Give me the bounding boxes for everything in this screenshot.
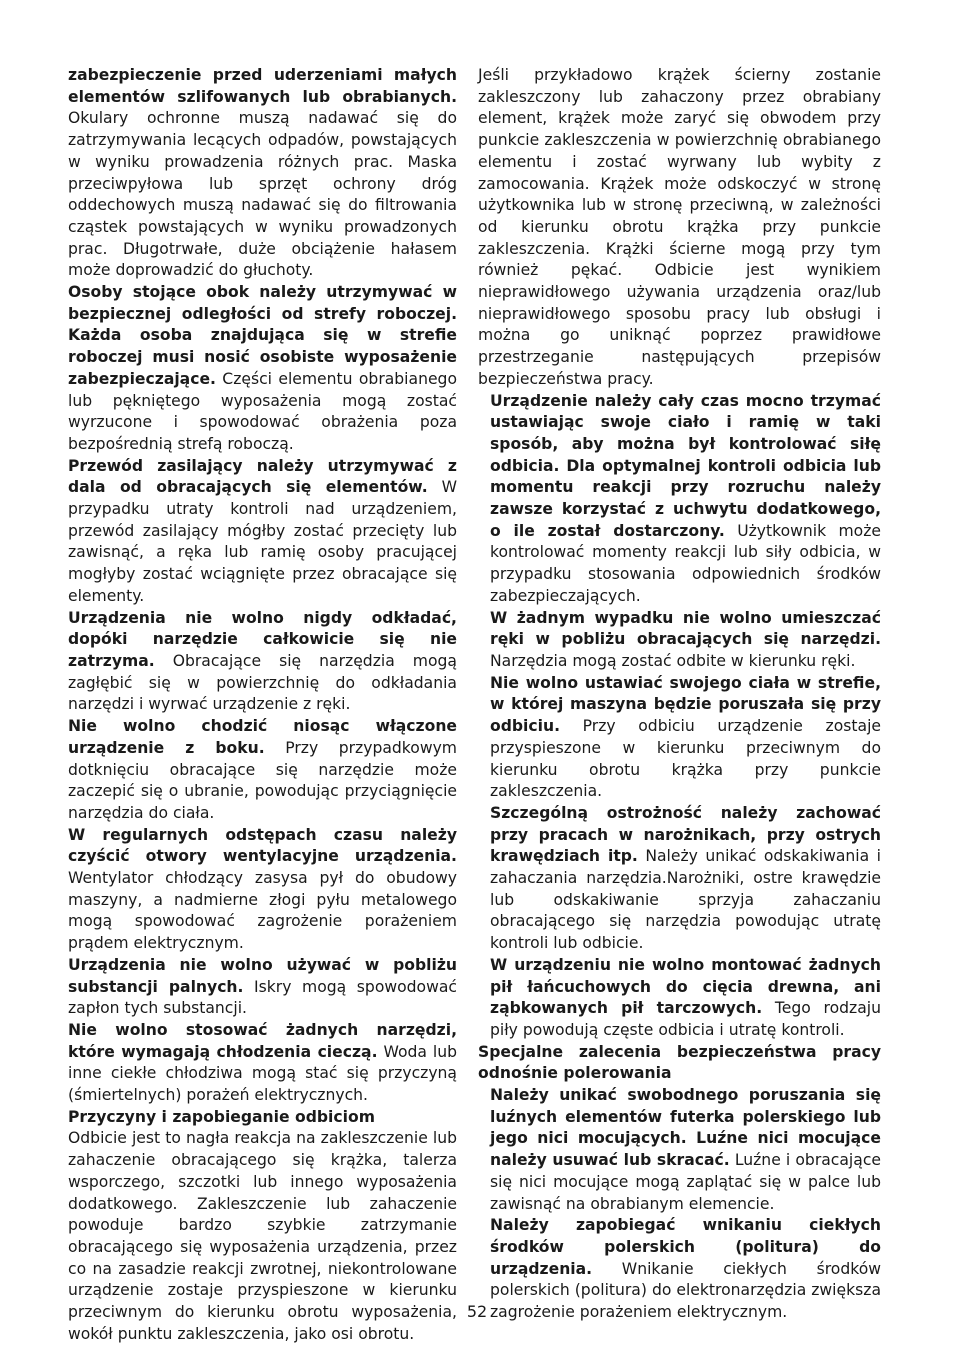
bold-lead: W urządzeniu nie wolno montować żadnych pił łańcuchowych do cięcia drewna, ani ząbkowanych pił tarczowych.	[490, 955, 881, 1018]
paragraph	[68, 955, 457, 1020]
right-column	[478, 65, 881, 1324]
bold-lead: Urządzenie należy cały czas mocno trzymać ustawiając swoje ciało i ramię w taki sposób, aby można był kontrolować siłę odbicia. Dla optymalnej kontroli odbicia lub momentu reakcji przy rozruchu należy zawsze korzystać z uchwytu dodatkowego, o ile został dostarczony.	[490, 391, 881, 540]
body-text: Użytkownik może kontrolować momenty reakcji lub siły odbicia, w przypadku stosowania odpowiednich środków zabezpieczających.	[490, 521, 881, 605]
body-text: Tego rodzaju piły powodują częste odbicia i utratę kontroli.	[490, 999, 881, 1039]
body-text: W przypadku utraty kontroli nad urządzeniem, przewód zasilający mógłby zostać przecięty lub zawisnąć, a ręka lub ramię osoby pracującej mogłyby zostać wciągnięte przez obracające się elementy.	[68, 478, 457, 605]
paragraph	[68, 1020, 457, 1107]
body-text: Obracające się narzędzia mogą zagłębić się w powierzchnię do odkładania narzędzi i wyrwać urządzenie z ręki.	[68, 651, 457, 714]
body-text: Luźne i obracające się nici mocujące mogą zaplątać się w palce lub zawisnąć na obrabianym elemencie.	[490, 1151, 881, 1213]
body-text: Jeśli przykładowo krążek ścierny zostanie zakleszczony lub zahaczony przez obrabiany element, krążek może zaryć się obwodem przy punkcie zakleszczenia w powierzchnię obrabianego elementu i zostać wyrwany lub wybity z zamocowania. Krążek może odskoczyć w stronę użytkownika lub w stronę przeciwną, w zależności od kierunku obrotu krążka przy punkcie zakleszczenia. Krążki ścierne mogą przy tym również pękać. Odbicie jest wynikiem nieprawidłowego używania urządzenia oraz/lub nieprawidłowego sposobu pracy lub obsługi i można go uniknąć poprzez prawidłowe przestrzeganie następujących przepisów bezpieczeństwa pracy.	[478, 66, 881, 388]
section-heading: Specjalne zalecenia bezpieczeństwa pracy odnośnie polerowania	[478, 1042, 881, 1083]
bold-lead: Przewód zasilający należy utrzymywać z dala od obracających się elementów.	[68, 456, 457, 497]
bold-lead: Szczególną ostrożność należy zachować przy pracach w narożnikach, przy ostrych krawędziach itp.	[490, 803, 881, 866]
paragraph	[478, 391, 881, 608]
bold-lead: zabezpieczenie przed uderzeniami małych elementów szlifowanych lub obrabianych.	[68, 66, 457, 106]
paragraph	[68, 65, 457, 282]
page-number: 52	[466, 1302, 488, 1321]
body-text: Iskry mogą spowodować zapłon tych substancji.	[68, 977, 457, 1018]
bold-lead: Urządzenia nie wolno używać w pobliżu substancji palnych.	[68, 955, 457, 996]
paragraph	[68, 825, 457, 955]
bold-lead: Osoby stojące obok należy utrzymywać w bezpiecznej odległości od strefy roboczej. Każda osoba znajdująca się w strefie roboczej musi nosić osobiste wyposażenie zabezpieczające.	[68, 283, 457, 388]
bold-lead: Nie wolno stosować żadnych narzędzi, które wymagają chłodzenia cieczą.	[68, 1020, 457, 1061]
paragraph	[478, 955, 881, 1042]
paragraph	[68, 456, 457, 608]
paragraph	[478, 673, 881, 803]
paragraph	[478, 803, 881, 955]
paragraph	[478, 1085, 881, 1215]
body-text: Woda lub inne ciekłe chłodziwa mogą stać się przyczyną (śmiertelnych) porażeń elektrycznych.	[68, 1042, 457, 1105]
body-text: Wnikanie ciekłych środków polerskich (politura) do elektronarzędzia zwiększa zagrożenie porażeniem elektrycznym.	[490, 1259, 881, 1322]
body-text: Wentylator chłodzący zasysa pył do obudowy maszyny, a nadmierne złogi pyłu metalowego mogą spowodować zagrożenie porażeniem prądem elektrycznym.	[68, 869, 457, 953]
paragraph	[68, 282, 457, 456]
paragraph	[68, 608, 457, 717]
bold-lead: Należy unikać swobodnego poruszania się luźnych elementów futerka polerskiego lub jego nici mocujących. Luźne nici mocujące należy usuwać lub skracać.	[490, 1086, 881, 1170]
body-text: Przy odbiciu urządzenie zostaje przyspieszone w kierunku przeciwnym do kierunku obrotu krążka przy punkcie zakleszczenia.	[490, 717, 881, 801]
bold-lead: W żadnym wypadku nie wolno umieszczać ręki w pobliżu obracających się narzędzi.	[490, 608, 881, 649]
left-column	[68, 65, 457, 1345]
body-text: Przy przypadkowym dotknięciu obracające się narzędzie może zaczepić się o ubranie, powodując przyciągnięcie narzędzia do ciała.	[68, 738, 457, 822]
bold-lead: Należy zapobiegać wnikaniu ciekłych środków polerskich (politura) do urządzenia.	[490, 1216, 881, 1278]
body-text: Należy unikać odskakiwania i zahaczania narzędzia.Narożniki, ostre krawędzie lub odskakiwanie sprzyja zahaczaniu obracającego się narzędzia powodując utratę kontroli lub odbicie.	[490, 847, 881, 953]
bold-lead: Nie wolno chodzić niosąc włączone urządzenie z boku.	[68, 717, 457, 757]
body-text: Okulary ochronne muszą nadawać się do zatrzymywania lecących odpadów, powstających w wyniku prowadzenia różnych prac. Maska przeciwpyłowa lub sprzęt ochrony dróg oddechowych muszą nadawać się do filtrowania cząstek powstających w wyniku prowadzonych prac. Długotrwałe, duże obciążenie hałasem może doprowadzić do głuchoty.	[68, 109, 457, 280]
bold-lead: Urządzenia nie wolno nigdy odkładać, dopóki narzędzie całkowicie się nie zatrzyma.	[68, 608, 457, 670]
paragraph	[478, 608, 881, 673]
bold-lead: W regularnych odstępach czasu należy czyścić otwory wentylacyjne urządzenia.	[68, 825, 457, 866]
paragraph	[478, 65, 881, 391]
body-text: Odbicie jest to nagła reakcja na zakleszczenie lub zahaczenie obracającego się krążka, talerza wsporczego, szczotki lub innego wyposażenia dodatkowego. Zakleszczenie lub zahaczenie powoduje bardzo szybkie zatrzymanie obracającego się wyposażenia urządzenia, przez co na zasadzie reakcji zwrotnej, niekontrolowane urządzenie zostaje przyspieszone w kierunku przeciwnym do kierunku obrotu wyposażenia, wokół punktu zakleszczenia, jako osi obrotu.	[68, 1129, 457, 1343]
section-heading: Przyczyny i zapobieganie odbiciom	[68, 1107, 375, 1126]
bold-lead: Nie wolno ustawiać swojego ciała w strefie, w której maszyna będzie poruszała się przy odbiciu.	[490, 673, 881, 736]
body-text: Części elementu obrabianego lub pękniętego wyposażenia mogą zostać wyrzucone i spowodować obrażenia poza bezpośrednią strefą roboczą.	[68, 369, 457, 453]
paragraph	[68, 716, 457, 825]
body-text: Narzędzia mogą zostać odbite w kierunku ręki.	[490, 651, 856, 670]
